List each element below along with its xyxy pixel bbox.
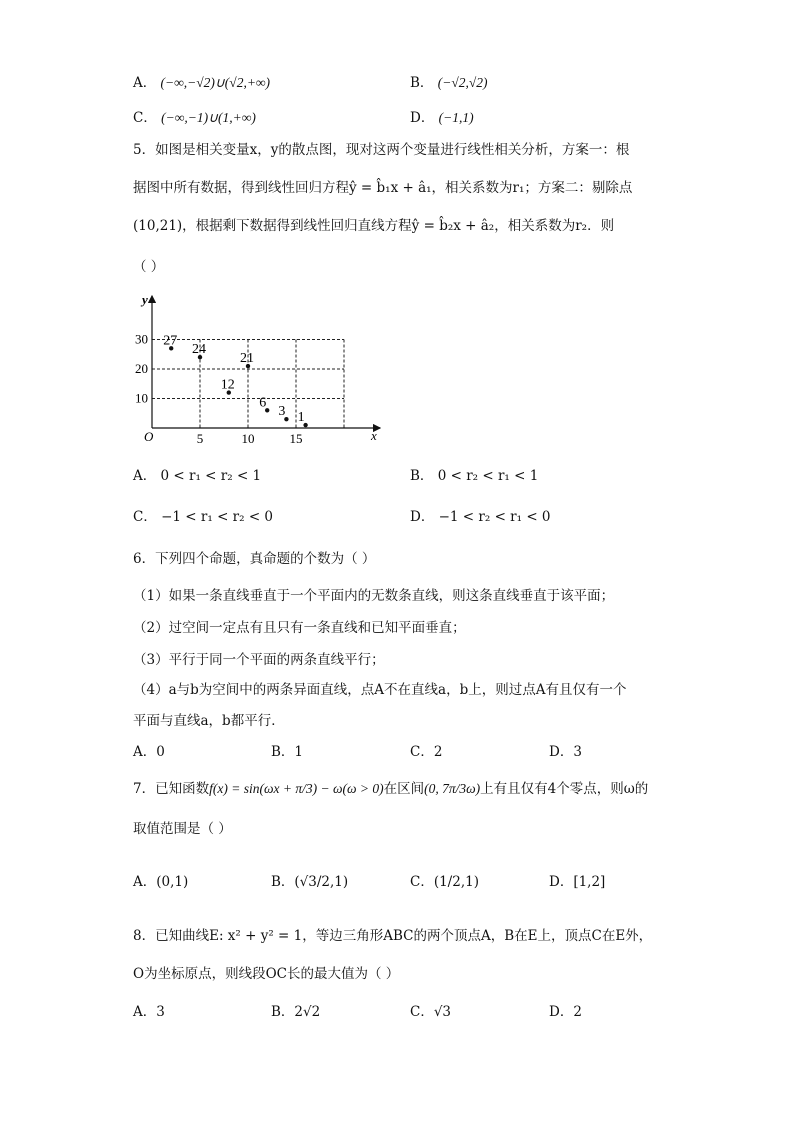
- q7-option-a: A．(0,1): [133, 874, 189, 890]
- q4-option-d-math: (−1,1): [438, 110, 474, 125]
- point-label: 24: [192, 342, 206, 358]
- q4-option-a: [133, 76, 270, 91]
- q7-suffix: 上有且仅有4个零点，则ω的: [480, 781, 649, 797]
- q4-option-d: [410, 111, 474, 126]
- x-tick-label: 15: [289, 431, 303, 446]
- q7-stem-line1: [133, 782, 648, 797]
- y-axis-label: y: [142, 292, 148, 307]
- q4-option-c-math: (−∞,−1)∪(1,+∞): [161, 110, 256, 125]
- point-label: 1: [297, 410, 305, 426]
- q5-option-c: C． −1 < r₁ < r₂ < 0: [133, 509, 274, 525]
- q4-option-d-label: D．: [410, 110, 435, 126]
- y-tick-label: 20: [135, 361, 148, 376]
- q6-option-a: A．0: [133, 744, 165, 760]
- q4-option-c-label: C．: [133, 110, 157, 126]
- q4-option-a-label: A．: [133, 75, 157, 91]
- q7-function: f(x) = sin(ωx + π/3) − ω(ω > 0): [209, 781, 384, 796]
- q6-item-3: （3）平行于同一个平面的两条直线平行；: [133, 652, 385, 668]
- x-tick-label: 10: [241, 431, 255, 446]
- q6-option-c: C．2: [410, 744, 443, 760]
- point-label: 3: [278, 404, 286, 420]
- scatter-plot: [125, 290, 395, 450]
- q8-option-b: B．2√2: [271, 1004, 321, 1020]
- q7-option-b: B．(√3/2,1): [271, 874, 349, 890]
- q7-option-c: C．(1/2,1): [410, 874, 479, 890]
- q7-prefix: 7．已知函数: [133, 781, 210, 797]
- q5-answer-paren: （ ）: [133, 259, 165, 275]
- q8-option-c: C．√3: [410, 1004, 452, 1020]
- q8-stem-line2: O为坐标原点，则线段OC长的最大值为（ ）: [133, 966, 400, 982]
- q6-item-2: （2）过空间一定点有且只有一条直线和已知平面垂直；: [133, 620, 466, 636]
- point-label: 12: [220, 377, 235, 393]
- q4-option-b-label: B．: [410, 75, 434, 91]
- q5-stem-line3: (10,21)，根据剩下数据得到线性回归直线方程ŷ = b̂₂x + â₂，相关系数为r₂．则: [133, 218, 615, 234]
- q7-interval: (0, 7π/3ω): [424, 781, 481, 796]
- q7-option-d: D．[1,2]: [549, 874, 606, 890]
- q6-option-b: B．1: [271, 744, 304, 760]
- q4-option-a-math: (−∞,−√2)∪(√2,+∞): [160, 75, 271, 90]
- q6-stem: 6．下列四个命题，真命题的个数为（ ）: [133, 551, 376, 567]
- q8-option-a: A．3: [133, 1004, 165, 1020]
- q6-item-4-continued: 平面与直线a，b都平行．: [133, 713, 285, 729]
- y-tick-label: 30: [135, 331, 148, 347]
- x-tick-label: 5: [196, 431, 204, 446]
- q4-option-b-math: (−√2,√2): [437, 75, 488, 90]
- q8-stem-line1: 8．已知曲线E: x² + y² = 1，等边三角形ABC的两个顶点A，B在E上，顶点C在E外，: [133, 928, 653, 944]
- q5-option-d: D． −1 < r₂ < r₁ < 0: [410, 509, 551, 525]
- q4-option-b: [410, 76, 488, 91]
- q5-option-b: B． 0 < r₂ < r₁ < 1: [410, 468, 539, 484]
- q6-option-d: D．3: [549, 744, 582, 760]
- point-label: 21: [240, 351, 254, 367]
- q6-item-4: （4）a与b为空间中的两条异面直线，点A不在直线a，b上，则过点A有且仅有一个: [133, 682, 627, 698]
- q6-item-1: （1）如果一条直线垂直于一个平面内的无数条直线，则这条直线垂直于该平面；: [133, 588, 615, 604]
- x-axis-label: x: [371, 428, 377, 443]
- q7-middle: 在区间: [383, 781, 425, 797]
- point-label: 6: [259, 395, 267, 411]
- y-tick-label: 10: [135, 390, 148, 406]
- q4-option-c: [133, 111, 256, 126]
- q8-option-d: D．2: [549, 1004, 582, 1020]
- q5-stem-line1: 5．如图是相关变量x，y的散点图，现对这两个变量进行线性相关分析，方案一：根: [133, 142, 630, 158]
- q5-option-a: A． 0 < r₁ < r₂ < 1: [133, 468, 262, 484]
- q5-stem-line2: 据图中所有数据，得到线性回归方程ŷ = b̂₁x + â₁，相关系数为r₁；方案二：剔除点: [133, 180, 633, 196]
- q7-stem-line2: 取值范围是（ ）: [133, 821, 232, 837]
- point-label: 27: [163, 333, 178, 349]
- origin-label: O: [144, 429, 154, 444]
